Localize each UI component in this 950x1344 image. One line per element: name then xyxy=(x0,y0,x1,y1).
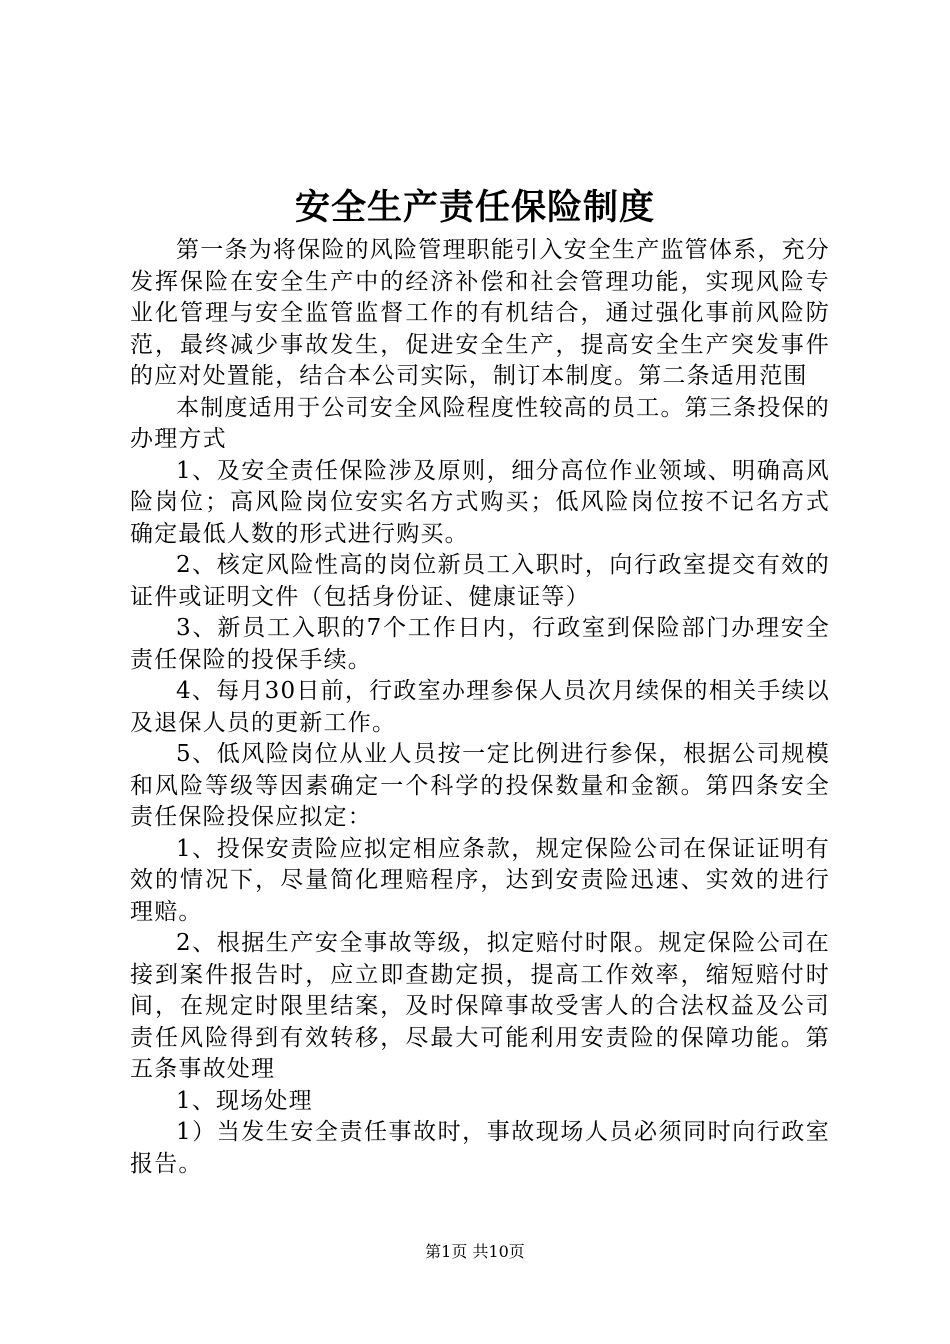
paragraph-item-5: 5、低风险岗位从业人员按一定比例进行参保，根据公司规模和风险等级等因素确定一个科学的投保数量和金额。第四条安全责任保险投保应拟定： xyxy=(130,741,830,830)
paragraph-scene-handling: 1、现场处理 xyxy=(176,1087,313,1114)
paragraph-item-1: 1、及安全责任保险涉及原则，细分高位作业领域、明确高风险岗位；高风险岗位安实名方式购买；低风险岗位按不记名方式确定最低人数的形式进行购买。 xyxy=(130,457,830,547)
paragraph-scope: 本制度适用于公司安全风险程度性较高的员工。第三条投保的办理方式 xyxy=(130,394,830,452)
paragraph-clause-2: 2、根据生产安全事故等级，拟定赔付时限。规定保险公司在接到案件报告时，应立即查勘定损，提高工作效率，缩短赔付时间，在规定时限里结案，及时保障事故受害人的合法权益及公司责任风险得到有效转移，尽最大可能利用安责险的保障功能。第五条事故处理 xyxy=(130,930,830,1082)
paragraph-item-4: 4、每月30日前，行政室办理参保人员次月续保的相关手续以及退保人员的更新工作。 xyxy=(130,678,830,736)
paragraph-clause-1: 1、投保安责险应拟定相应条款，规定保险公司在保证证明有效的情况下，尽量简化理赔程序，达到安责险迅速、实效的进行理赔。 xyxy=(130,835,830,925)
document-body xyxy=(130,235,830,1180)
paragraph-item-3: 3、新员工入职的7个工作日内，行政室到保险部门办理安全责任保险的投保手续。 xyxy=(130,615,830,673)
paragraph-report: 1）当发生安全责任事故时，事故现场人员必须同时向行政室报告。 xyxy=(130,1119,830,1177)
paragraph-item-2: 2、核定风险性高的岗位新员工入职时，向行政室提交有效的证件或证明文件（包括身份证、健康证等） xyxy=(130,552,830,610)
document-title: 安全生产责任保险制度 xyxy=(294,187,655,228)
page-footer: 第1页 共10页 xyxy=(425,1242,525,1261)
paragraph-article-1: 第一条为将保险的风险管理职能引入安全生产监管体系，充分发挥保险在安全生产中的经济补偿和社会管理功能，实现风险专业化管理与安全监管监督工作的有机结合，通过强化事前风险防范，最终减少事故发生，促进安全生产，提高安全生产突发事件的应对处置能，结合本公司实际，制订本制度。第二条适用范围 xyxy=(130,237,830,389)
